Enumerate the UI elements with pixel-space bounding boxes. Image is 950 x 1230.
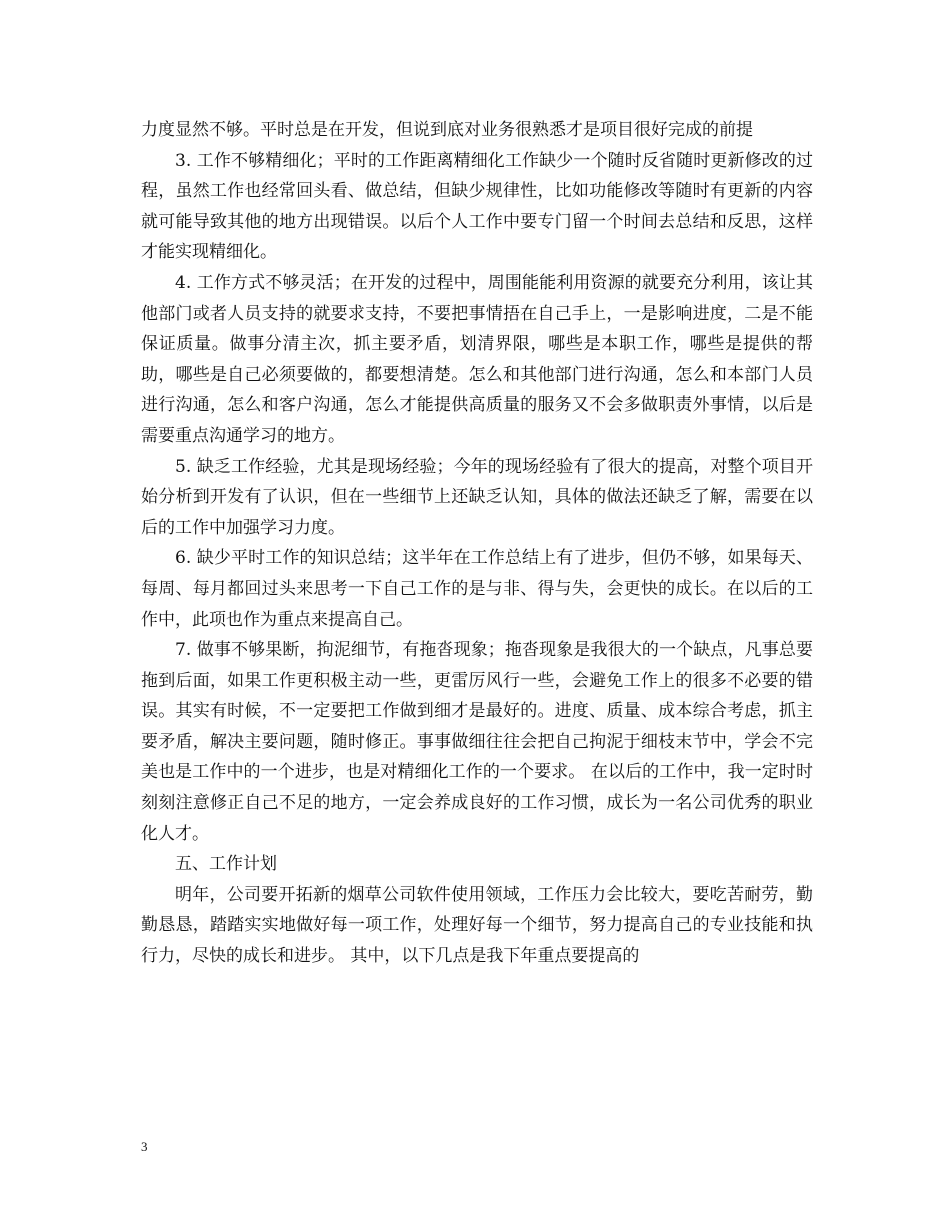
paragraph-continuation: 力度显然不够。平时总是在开发，但说到底对业务很熟悉才是项目很好完成的前提	[141, 120, 753, 140]
paragraph-item-5: 5. 缺乏工作经验，尤其是现场经验；今年的现场经验有了很大的提高，对整个项目开始分析到开发有了认识，但在一些细节上还缺乏认知，具体的做法还缺乏了解，需要在以后的工作中加强学习力度。	[141, 456, 813, 538]
paragraph-work-plan: 明年，公司要开拓新的烟草公司软件使用领域，工作压力会比较大，要吃苦耐劳，勤勤恳恳，踏踏实实地做好每一项工作，处理好每一个细节，努力提高自己的专业技能和执行力，尽快的成长和进步。 其中，以下几点是我下年重点要提高的	[141, 884, 813, 967]
paragraph-item-4: 4. 工作方式不够灵活；在开发的过程中，周围能能利用资源的就要充分利用，该让其他部门或者人员支持的就要求支持，不要把事情捂在自己手上，一是影响进度，二是不能保证质量。做事分清主次，抓主要矛盾，划清界限，哪些是本职工作，哪些是提供的帮助，哪些是自己必须要做的，都要想清楚。怎么和其他部门进行沟通，怎么和本部门人员进行沟通，怎么和客户沟通，怎么才能提供高质量的服务又不会多做职责外事情，以后是需要重点沟通学习的地方。	[141, 272, 813, 446]
paragraph-item-3: 3. 工作不够精细化；平时的工作距离精细化工作缺少一个随时反省随时更新修改的过程，虽然工作也经常回头看、做总结，但缺少规律性，比如功能修改等随时有更新的内容就可能导致其他的地方出现错误。以后个人工作中要专门留一个时间去总结和反思，这样才能实现精细化。	[141, 150, 813, 263]
page-number: 3	[141, 1139, 148, 1154]
document-body	[141, 115, 813, 972]
paragraph-item-7: 7. 做事不够果断，拘泥细节，有拖沓现象；拖沓现象是我很大的一个缺点，凡事总要拖到后面，如果工作更积极主动一些，更雷厉风行一些，会避免工作上的很多不必要的错误。其实有时候，不一定要把工作做到细才是最好的。进度、质量、成本综合考虑，抓主要矛盾，解决主要问题，随时修正。事事做细往往会把自己拘泥于细枝末节中，学会不完美也是工作中的一个进步，也是对精细化工作的一个要求。 在以后的工作中，我一定时时刻刻注意修正自己不足的地方，一定会养成良好的工作习惯，成长为一名公司优秀的职业化人才。	[141, 640, 813, 844]
section-heading-work-plan: 五、工作计划	[175, 854, 277, 875]
paragraph-item-6: 6. 缺少平时工作的知识总结；这半年在工作总结上有了进步，但仍不够，如果每天、每周、每月都回过头来思考一下自己工作的是与非、得与失，会更快的成长。在以后的工作中，此项也作为重点来提高自己。	[141, 548, 813, 630]
